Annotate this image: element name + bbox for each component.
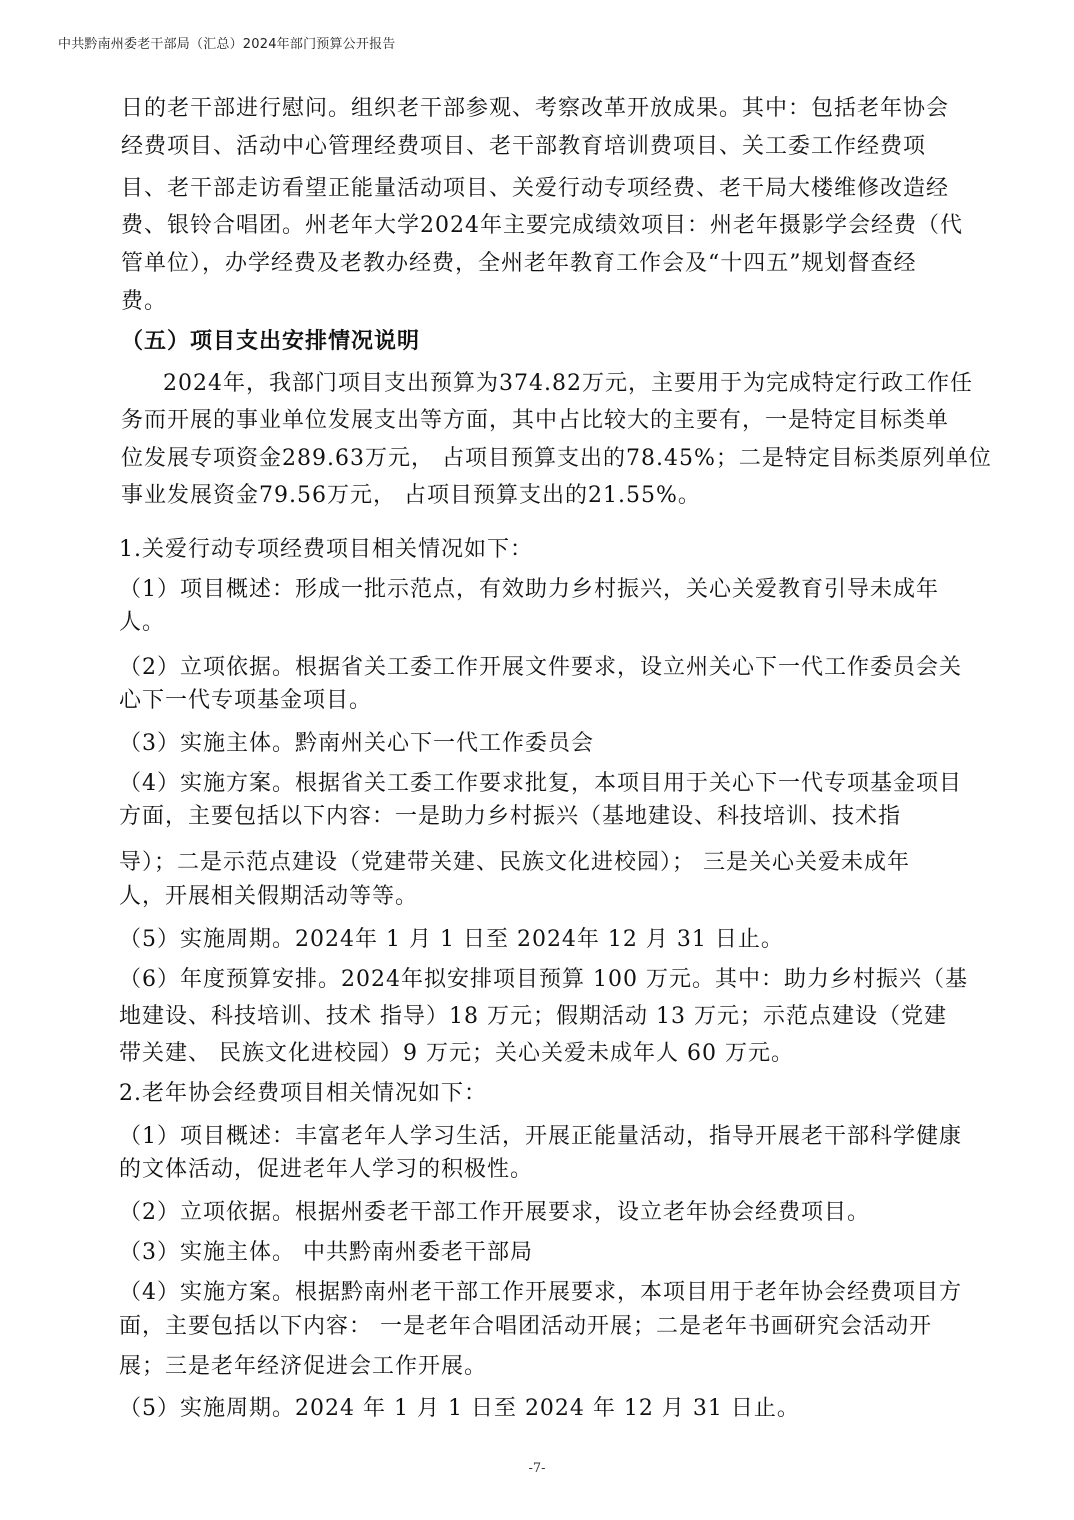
- body-line: （3）实施主体。 中共黔南州委老干部局: [119, 1240, 533, 1265]
- body-line: 经费项目、活动中心管理经费项目、老干部教育培训费项目、关工委工作经费项: [121, 134, 927, 159]
- body-line: 人，开展相关假期活动等等。: [119, 884, 419, 909]
- body-line: （2）立项依据。根据州委老干部工作开展要求，设立老年协会经费项目。: [119, 1200, 870, 1225]
- body-line: 带关建、 民族文化进校园）9 万元；关心关爱未成年人 60 万元。: [119, 1041, 794, 1066]
- body-line: 导）；二是示范点建设（党建带关建、民族文化进校园）； 三是关心关爱未成年: [119, 850, 910, 875]
- body-line: 务而开展的事业单位发展支出等方面，其中占比较大的主要有，一是特定目标类单: [121, 408, 950, 433]
- body-line: （4）实施方案。根据黔南州老干部工作开展要求，本项目用于老年协会经费项目方: [119, 1280, 962, 1305]
- body-line: 2024年，我部门项目支出预算为374.82万元，主要用于为完成特定行政工作任: [163, 371, 973, 396]
- body-line: （1）项目概述：丰富老年人学习生活，开展正能量活动，指导开展老干部科学健康: [119, 1124, 962, 1149]
- body-line: 费、银铃合唱团。州老年大学2024年主要完成绩效项目：州老年摄影学会经费（代: [121, 213, 963, 238]
- body-line: 费。: [121, 289, 168, 314]
- body-line: 方面，主要包括以下内容：一是助力乡村振兴（基地建设、科技培训、技术指: [119, 804, 902, 829]
- body-line: 事业发展资金79.56万元， 占项目预算支出的21.55%。: [121, 483, 701, 508]
- body-line: （5）实施周期。2024年 1 月 1 日至 2024年 12 月 31 日止。: [119, 927, 784, 952]
- body-line: （4）实施方案。根据省关工委工作要求批复，本项目用于关心下一代专项基金项目: [119, 771, 962, 796]
- body-line: 心下一代专项基金项目。: [119, 688, 373, 713]
- body-line: 的文体活动，促进老年人学习的积极性。: [119, 1157, 534, 1182]
- body-line: （1）项目概述：形成一批示范点，有效助力乡村振兴，关心关爱教育引导未成年: [119, 577, 939, 602]
- body-line: 人。: [119, 610, 166, 635]
- body-line: 目、老干部走访看望正能量活动项目、关爱行动专项经费、老干局大楼维修改造经: [121, 176, 950, 201]
- body-line: （3）实施主体。黔南州关心下一代工作委员会: [119, 731, 594, 756]
- body-line: 地建设、科技培训、技术 指导）18 万元；假期活动 13 万元；示范点建设（党建: [119, 1004, 947, 1029]
- body-line: 面，主要包括以下内容： 一是老年合唱团活动开展；二是老年书画研究会活动开: [119, 1314, 932, 1339]
- body-line: 管单位），办学经费及老教办经费，全州老年教育工作会及“十四五”规划督查经: [121, 251, 917, 276]
- page-header: 中共黔南州委老干部局（汇总）2024年部门预算公开报告: [58, 37, 396, 52]
- page-number: -7-: [528, 1461, 546, 1476]
- subsection-heading: 1.关爱行动专项经费项目相关情况如下：: [119, 537, 533, 562]
- section-heading: （五）项目支出安排情况说明: [121, 329, 421, 354]
- body-line: 位发展专项资金289.63万元， 占项目预算支出的78.45%；二是特定目标类原列单位: [121, 446, 992, 471]
- body-line: 展；三是老年经济促进会工作开展。: [119, 1354, 488, 1379]
- body-line: （6）年度预算安排。2024年拟安排项目预算 100 万元。其中：助力乡村振兴（基: [119, 967, 968, 992]
- body-line: （5）实施周期。2024 年 1 月 1 日至 2024 年 12 月 31 日止。: [119, 1396, 800, 1421]
- body-line: （2）立项依据。根据省关工委工作开展文件要求，设立州关心下一代工作委员会关: [119, 655, 962, 680]
- subsection-heading: 2.老年协会经费项目相关情况如下：: [119, 1081, 487, 1106]
- body-line: 日的老干部进行慰问。组织老干部参观、考察改革开放成果。其中：包括老年协会: [121, 96, 950, 121]
